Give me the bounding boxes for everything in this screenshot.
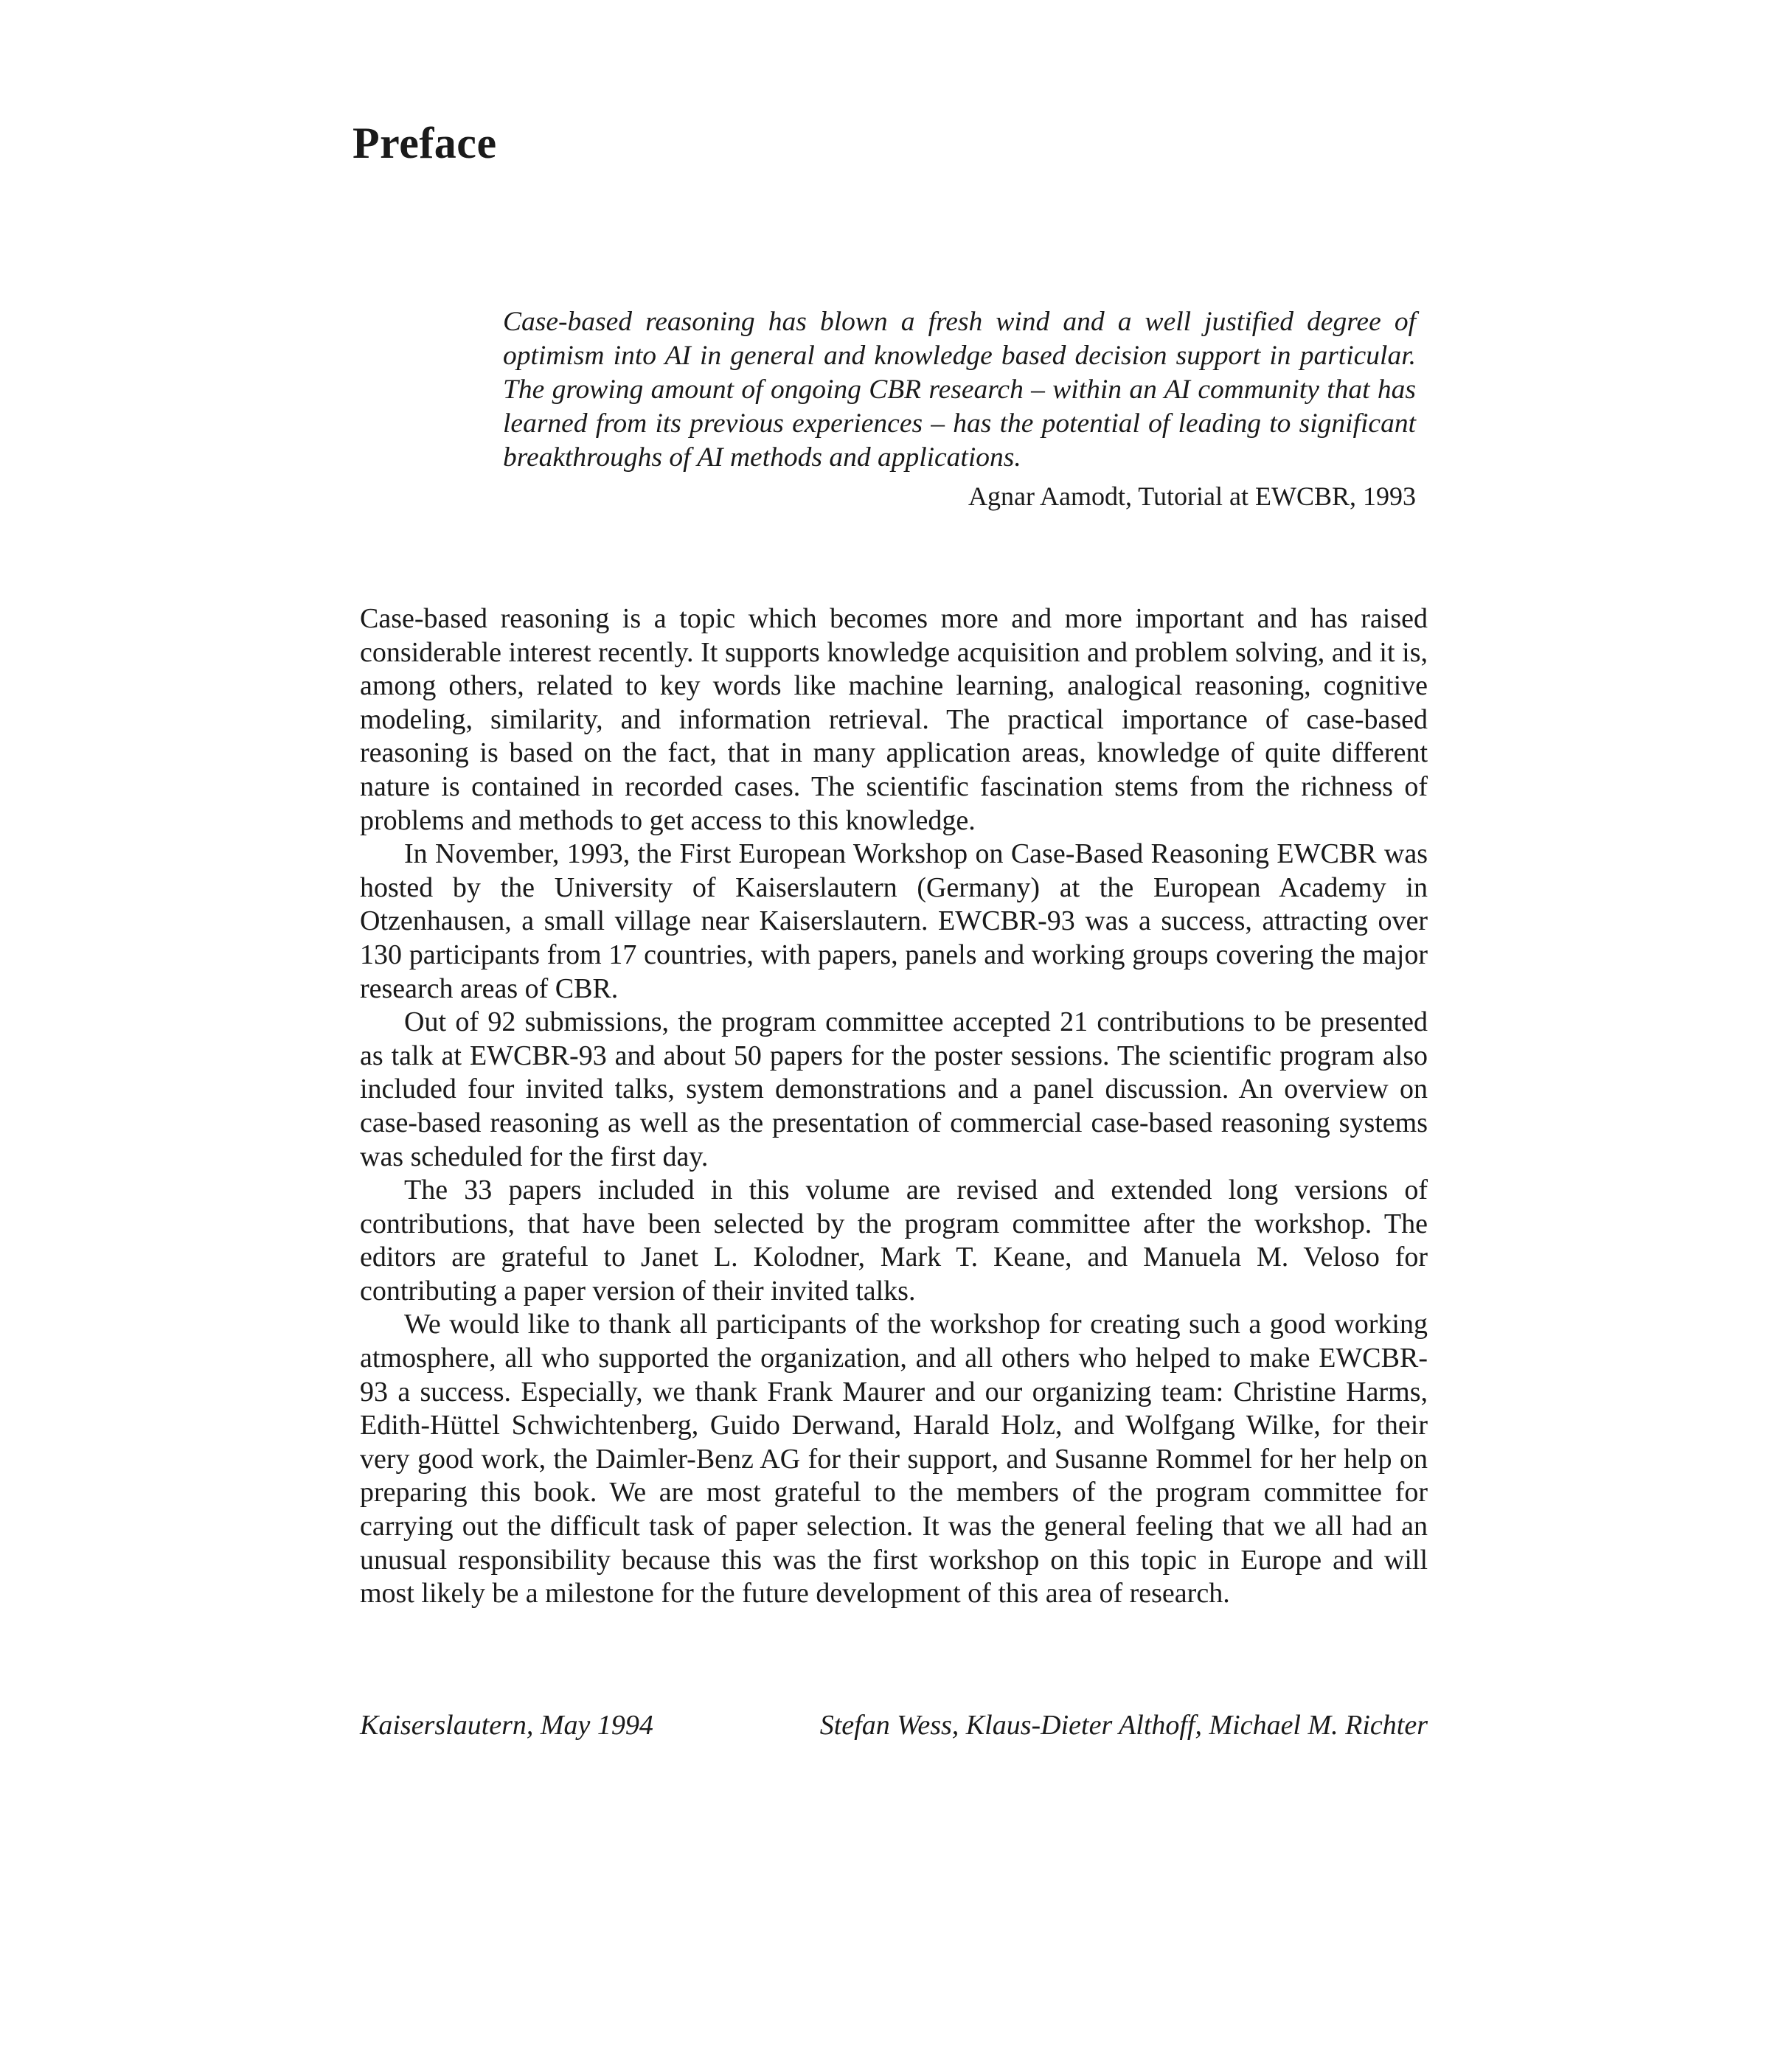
epigraph-attribution: Agnar Aamodt, Tutorial at EWCBR, 1993 [968,481,1416,511]
page-title: Preface [353,119,497,167]
body-paragraph: In November, 1993, the First European Workshop on Case-Based Reasoning EWCBR was hosted by the University of Kaiserslautern (Germany) at the European Academy in Otzenhausen, a small village near Kaiserslautern. EWCBR-93 was a success, attracting over 130 participants from 17 countries, with papers, panels and working groups covering the major research areas of CBR. [360,838,1428,1004]
body-paragraph: Case-based reasoning is a topic which becomes more and more important and has raised considerable interest recently. It supports knowledge acquisition and problem solving, and it is, among others, related to key words like machine learning, analogical reasoning, cognitive modeling, similarity, and information retrieval. The practical importance of case-based reasoning is based on the fact, that in many application areas, knowledge of quite different nature is contained in recorded cases. The scientific fascination stems from the richness of problems and methods to get access to this knowledge. [360,603,1428,836]
place-date: Kaiserslautern, May 1994 [360,1710,653,1741]
editors-signature: Stefan Wess, Klaus-Dieter Althoff, Michael M. Richter [819,1710,1428,1741]
body-paragraph: We would like to thank all participants of the workshop for creating such a good working atmosphere, all who supported the organization, and all others who helped to make EWCBR-93 a success. Especially, we thank Frank Maurer and our organizing team: Christine Harms, Edith-Hüttel Schwichtenberg, Guido Derwand, Harald Holz, and Wolfgang Wilke, for their very good work, the Daimler-Benz AG for their support, and Susanne Rommel for her help on preparing this book. We are most grateful to the members of the program committee for carrying out the difficult task of paper selection. It was the general feeling that we all had an unusual responsibility because this was the first workshop on this topic in Europe and will most likely be a milestone for the future development of this area of research. [360,1309,1428,1610]
preface-body [360,602,1428,1611]
epigraph [503,305,1416,513]
body-paragraph: Out of 92 submissions, the program committee accepted 21 contributions to be presented as talk at EWCBR-93 and about 50 papers for the poster sessions. The scientific program also included four invited talks, system demonstrations and a panel discussion. An overview on case-based reasoning as well as the presentation of commercial case-based reasoning systems was scheduled for the first day. [360,1006,1428,1172]
epigraph-quote: Case-based reasoning has blown a fresh wind and a well justified degree of optimism into AI in general and knowledge based decision support in particular. The growing amount of ongoing CBR research – within an AI community that has learned from its previous experiences – has the potential of leading to significant breakthroughs of AI methods and applications. [503,307,1416,473]
body-paragraph: The 33 papers included in this volume are revised and extended long versions of contributions, that have been selected by the program committee after the workshop. The editors are grateful to Janet L. Kolodner, Mark T. Keane, and Manuela M. Veloso for contributing a paper version of their invited talks. [360,1175,1428,1306]
